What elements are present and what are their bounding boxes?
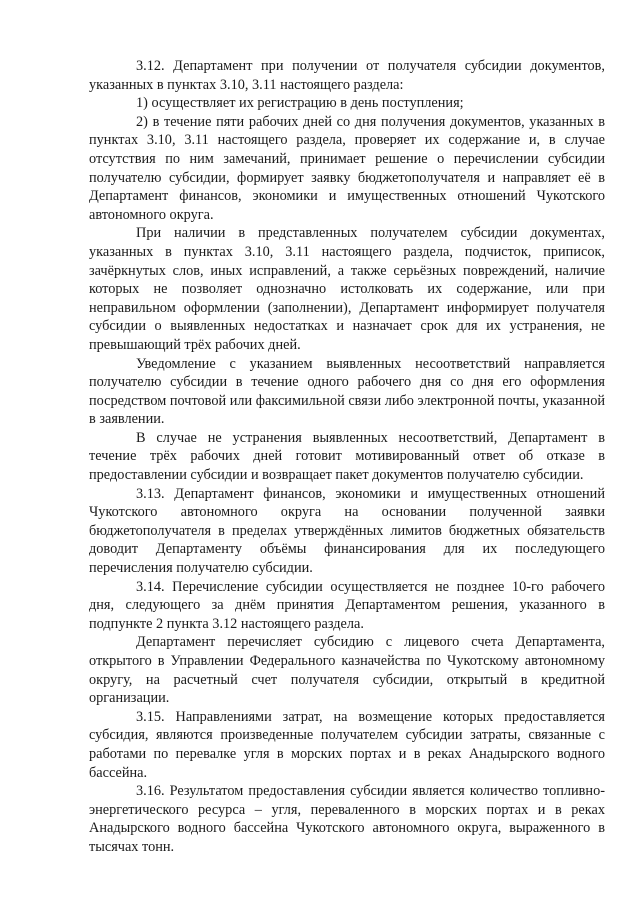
paragraph-3-16: 3.16. Результатом предоставления субсидии является количество топливно-энергетического ресурса – угля, переваленного в морских портах и в реках Анадырского водного бассейна Чукотского автономного округа, выраженного в тысячах тонн. (89, 783, 605, 855)
paragraph-refusal: В случае не устранения выявленных несоответствий, Департамент в течение трёх рабочих дней готовит мотивированный ответ об отказе в предоставлении субсидии и возвращает пакет документов получателю субсидии. (89, 429, 605, 484)
document-body (89, 57, 605, 857)
paragraph-3-12-item-2: 2) в течение пяти рабочих дней со дня получения документов, указанных в пунктах 3.10, 3.11 настоящего раздела, проверяет их содержание и, в случае отсутствия по ним замечаний, принимает решение о перечислении субсидии получателю субсидии, формирует заявку бюджетополучателя и направляет её в Департамент финансов, экономики и имущественных отношений Чукотского автономного округа. (89, 113, 605, 223)
paragraph-notification: Уведомление с указанием выявленных несоответствий направляется получателю субсидии в течение одного рабочего дня со дня его оформления посредством почтовой или факсимильной связи либо электронной почты, указанной в заявлении. (89, 355, 605, 428)
paragraph-3-14: 3.14. Перечисление субсидии осуществляется не позднее 10-го рабочего дня, следующего за днём принятия Департаментом решения, указанного в подпункте 2 пункта 3.12 настоящего раздела. (89, 578, 605, 632)
paragraph-3-15: 3.15. Направлениями затрат, на возмещение которых предоставляется субсидия, являются произведенные получателем субсидии затраты, связанные с работами по перевалке угля в морских портах и в реках Анадырского водного бассейна. (89, 708, 605, 781)
paragraph-3-12: 3.12. Департамент при получении от получателя субсидии документов, указанных в пунктах 3.10, 3.11 настоящего раздела: (89, 58, 605, 93)
paragraph-3-13: 3.13. Департамент финансов, экономики и имущественных отношений Чукотского автономного округа на основании полученной заявки бюджетополучателя в пределах утверждённых лимитов бюджетных обязательств доводит Департаменту объёмы финансирования для их последующего перечисления получателю субсидии. (89, 485, 605, 577)
paragraph-transfer: Департамент перечисляет субсидию с лицевого счета Департамента, открытого в Управлении Федерального казначейства по Чукотскому автономному округу, на расчетный счет получателя субсидии, открытый в кредитной организации. (89, 634, 605, 707)
paragraph-defects: При наличии в представленных получателем субсидии документах, указанных в пунктах 3.10, 3.11 настоящего раздела, подчисток, приписок, зачёркнутых слов, иных исправлений, а также серьёзных повреждений, наличие которых не позволяет однозначно истолковать их содержание, или при неправильном оформлении (заполнении), Департамент информирует получателя субсидии о выявленных недостатках и назначает срок для их устранения, не превышающий трёх рабочих дней. (89, 225, 605, 353)
paragraph-3-12-item-1: 1) осуществляет их регистрацию в день поступления; (136, 95, 464, 112)
